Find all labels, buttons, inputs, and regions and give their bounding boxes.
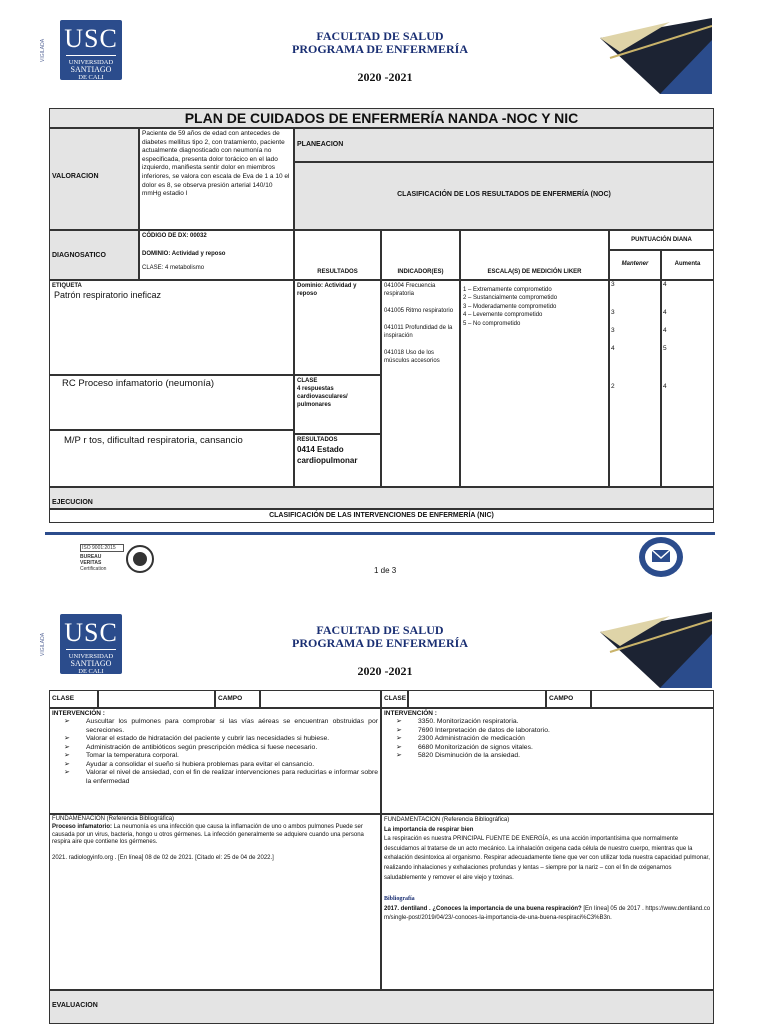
plan-title: PLAN DE CUIDADOS DE ENFERMERÍA NANDA -NOC Y NIC [49,108,714,128]
certification-badge: ISO 9001:2015 BUREAU VERITAS Certification [80,544,160,576]
escala-item: 2 – Sustancialmente comprometido [463,295,558,302]
campo-right-label: CAMPO [546,690,591,708]
campo-left-value [260,690,381,708]
university-logo: USC UNIVERSIDAD SANTIAGO DE CALI [60,20,122,80]
intervention-list-right [384,718,711,761]
indicador-item: 041011 Profundidad de la inspiración [384,325,453,339]
escala-item: 3 – Moderadamente comprometido [463,303,557,310]
resultados-clase: CLASE 4 respuestas cardiovasculares/ pulmonares [294,375,381,434]
col-escala: ESCALA(S) DE MEDICIÓN LIKER [460,230,609,280]
list-item: ➢ 6680 Monitorización de signos vitales. [384,744,711,753]
mantener-value: 3 [611,327,615,334]
valoracion-text: Paciente de 59 años de edad con antecedes de diabetes mellitus tipo 2, con tratamiento, paciente actualmente diagnosticado con neumonía no especificada, presenta dolor torácico en el lado izquierdo, manifiesta sentir dolor en miembros inferiores, se valora con escala de Eva de 1 a 10 el dolor es 8, se observa presión arterial 140/10 mmHg estadio I [139,128,294,230]
mantener-value: 4 [611,345,615,352]
escala-item: 1 – Extremamente comprometido [463,287,552,293]
mp-block: M/P r tos, dificultad respiratoria, cansancio [49,430,294,487]
academic-years: 2020 -2021 [357,70,413,84]
col-resultados: RESULTADOS [294,230,381,280]
fundamentacion-left: FUNDAMENACION (Referencia Bibliográfica) Proceso infamatorio: La neumonía es una infección que causa la inflamación de uno o ambos pulmones Puede ser causada por un virus, bacteria, hongo u otros gérmenes. La infección generalmente se adquiere cuando una persona respira aire que contiene los gérmenes. 2021. radiologyinfo.org . [En línea] 08 de 02 de 2021. [Citado el: 25 de 04 de 2022.] [49,814,381,990]
corner-decoration [600,18,712,94]
list-item: ➢ Ayudar a consolidar el sueño si hubiera problemas para evitar el cansancio. [52,761,378,770]
faculty-title: FACULTAD DE SALUD PROGRAMA DE ENFERMERÍA [292,623,468,650]
intervencion-right: INTERVENCIÓN : ➢ 3350. Monitorización respiratoria. ➢ 7690 Interpretación de datos de laboratorio. ➢ 2300 Administración de medicación ➢ 6680 Monitorización de signos vitales. ➢ 5820 Disminución de la ansiedad. [381,708,714,814]
mantener-value: 3 [611,309,615,316]
valoracion-label: VALORACION [49,128,139,230]
aumenta-value: 5 [663,345,667,352]
indicador-item: 041018 Uso de los músculos accesorios [384,350,440,364]
list-item: ➢ Valorar el estado de hidratación del paciente y cubrir las necesidades si hubiese. [52,735,378,744]
col-mantener: Mantener [609,250,661,280]
nic-title: CLASIFICACIÓN DE LAS INTERVENCIONES DE ENFERMERÍA (NIC) [49,509,714,523]
aumenta-value: 4 [663,383,667,390]
intervention-list-left [52,718,378,786]
planeacion-label: PLANEACION [294,128,714,162]
intervencion-left: INTERVENCIÓN : ➢ Auscultar los pulmones para comprobar si las vías aéreas se encuentran obstruidas por secreciones. ➢ Valorar el estado de hidratación del paciente y cubrir las necesidades si hubiese. ➢ Administración de antibióticos según prescripción médica si fuese necesario. ➢ Tomar la temperatura corporal. ➢ Ayudar a consolidar el sueño si hubiera problemas para evitar el cansancio. ➢ Valorar el nivel de ansiedad, con el fin de realizar intervenciones para reducirlas e informar sobre la enfermedad [49,708,381,814]
escala-list [460,280,609,487]
evaluacion-label: EVALUACION [49,990,714,1024]
resultados-dominio: Dominio: Actividad y reposo [294,280,381,375]
mantener-value: 3 [611,281,615,288]
mantener-values [609,280,661,487]
list-item: ➢ 3350. Monitorización respiratoria. [384,718,711,727]
clase-right-label: CLASE [381,690,408,708]
campo-right-value [591,690,714,708]
list-item: ➢ Valorar el nivel de ansiedad, con el fin de realizar intervenciones para reducirlas e informar sobre la enfermedad [52,769,378,786]
escala-item: 5 – No comprometido [463,320,521,327]
indicador-item: 041004 Frecuencia respiratoria [384,283,436,297]
rc-block: RC Proceso infamatorio (neumonía) [49,375,294,430]
diagnostico-label: DIAGNOSATICO [49,230,139,280]
aumenta-value: 4 [663,281,667,288]
mantener-value: 2 [611,383,615,390]
indicador-item: 041005 Ritmo respiratorio [384,308,454,314]
bureau-veritas-seal-icon [125,544,155,574]
side-text: VIGILADA [40,632,46,656]
side-text: VIGILADA [40,38,46,62]
escala-item: 4 – Levemente comprometido [463,312,543,319]
academic-years: 2020 -2021 [357,664,413,678]
list-item: ➢ 2300 Administración de medicación [384,735,711,744]
col-indicadores: INDICADOR(ES) [381,230,460,280]
col-aumenta: Aumenta [661,250,714,280]
page-number: 1 de 3 [374,566,397,575]
indicadores-list [381,280,460,487]
footer-rule [45,532,715,535]
clase-left-value [98,690,215,708]
aumenta-values [661,280,714,487]
list-item: ➢ Tomar la temperatura corporal. [52,752,378,761]
noc-title: CLASIFICACIÓN DE LOS RESULTADOS DE ENFERMERÍA (NOC) [294,162,714,230]
campo-left-label: CAMPO [215,690,260,708]
list-item: ➢ 7690 Interpretación de datos de laboratorio. [384,727,711,736]
clase-left-label: CLASE [49,690,98,708]
list-item: ➢ Administración de antibióticos según prescripción médica si fuese necesario. [52,744,378,753]
aumenta-value: 4 [663,327,667,334]
list-item: ➢ 5820 Disminución de la ansiedad. [384,752,711,761]
faculty-title: FACULTAD DE SALUD PROGRAMA DE ENFERMERÍA [292,29,468,56]
clase-right-value [408,690,546,708]
ejecucion-label: EJECUCION [49,487,714,509]
puntuacion-diana: PUNTUACIÓN DIANA [609,230,714,250]
corner-decoration [600,612,712,688]
fundamentacion-right: FUNDAMENTACION (Referencia Bibliográfica) La importancia de respirar bien La respiración es nuestra PRINCIPAL FUENTE DE ENERGÍA, es una acción importantísima que normalmente descuidamos al tratarse de un acto mecánico. La inhalación oxigena cada célula de nuestro cuerpo, mientras que la exhalación desintoxica al organismo. Respirar adecuadamente tiene que ver con utilizar toda nuestra capacidad pulmonar, realizando inhalaciones y exhalaciones profundas y lentas – siempre por la nariz – con el fin de oxigenarnos saludablemente y remover el aire viejo y toxinas. Bibliografía 2017. dentiland . ¿Conoces la importancia de una buena respiración? [En línea] 05 de 2017 . https://www.dentiland.com/single-post/2019/04/23/-conoces-la-importancia-de-una-buena-respiraci%C3%B3n. [381,814,714,990]
aumenta-value: 4 [663,309,667,316]
resultados-estado: RESULTADOS 0414 Estado cardiopulmonar [294,434,381,487]
university-logo: USC UNIVERSIDAD SANTIAGO DE CALI [60,614,122,674]
etiqueta-block: ETIQUETA Patrón respiratorio ineficaz [49,280,294,375]
diagnostico-info: CÓDIGO DE DX: 00032 DOMINIO: Actividad y reposo CLASE: 4 metabolismo [139,230,294,280]
list-item: ➢ Auscultar los pulmones para comprobar si las vías aéreas se encuentran obstruidas por secreciones. [52,718,378,735]
university-seal-icon [636,536,686,578]
